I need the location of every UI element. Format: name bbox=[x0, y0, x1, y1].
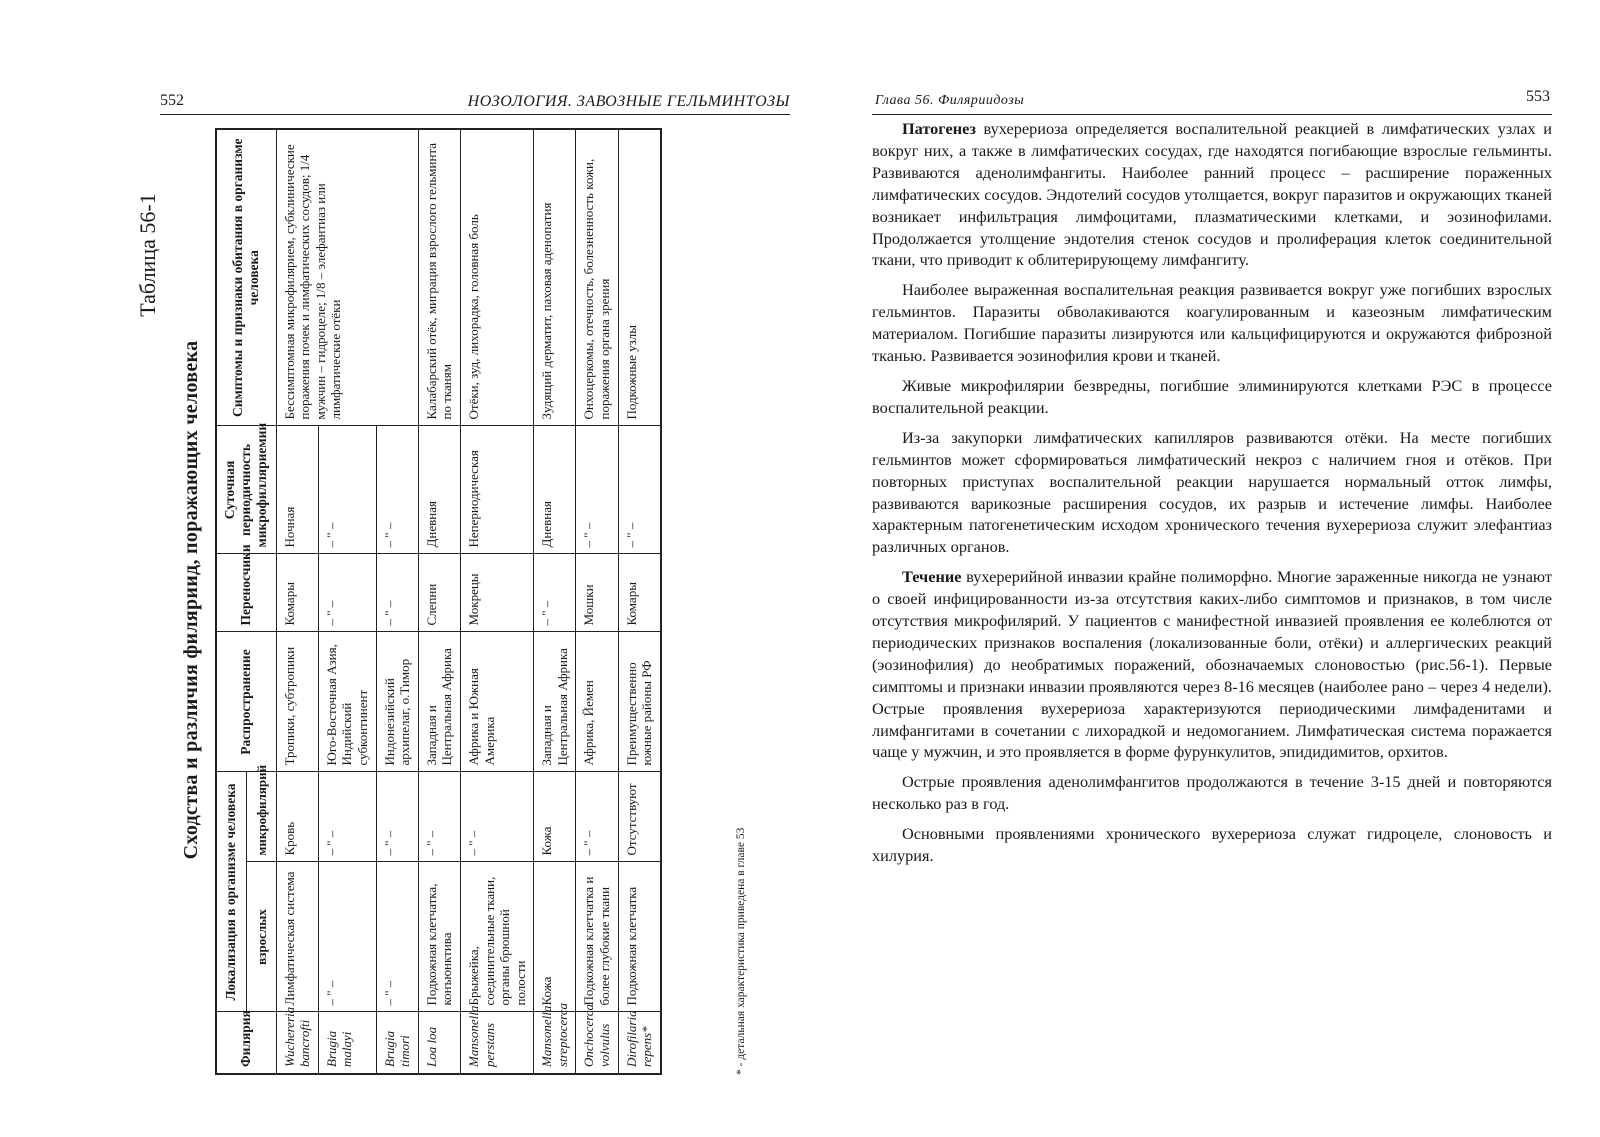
cell-vectors: – " – bbox=[376, 554, 418, 632]
paragraph-lead: Течение bbox=[902, 567, 962, 587]
header-localization: Локализация в организме человека bbox=[216, 772, 247, 1012]
table-row bbox=[460, 129, 533, 1074]
paragraph bbox=[872, 279, 1552, 367]
cell-distribution: Юго-Восточная Азия, Индийский субконтинент bbox=[318, 632, 376, 772]
cell-distribution: Тропики, субтропики bbox=[276, 632, 318, 772]
paragraph bbox=[872, 771, 1552, 815]
paragraph bbox=[872, 375, 1552, 419]
body-text bbox=[872, 118, 1552, 875]
cell-micro: Кровь bbox=[276, 772, 318, 862]
cell-distribution: Африка, Йемен bbox=[576, 632, 618, 772]
cell-adults: Лимфатическая система bbox=[276, 862, 318, 1012]
cell-periodicity: – " – bbox=[618, 426, 661, 554]
paragraph bbox=[872, 823, 1552, 867]
cell-adults: Кожа bbox=[534, 862, 576, 1012]
cell-periodicity: Непериодическая bbox=[460, 426, 533, 554]
header-adults: взрослых bbox=[247, 862, 276, 1012]
paragraph-text: Основными проявлениями хронического вухерериоза служат гидроцеле, слоновость и хилурия. bbox=[872, 824, 1552, 866]
cell-distribution: Западная и Центральная Африка bbox=[534, 632, 576, 772]
left-page-header bbox=[160, 92, 790, 115]
table-row bbox=[576, 129, 618, 1074]
table-title: Сходства и различия филяриид, поражающих человека bbox=[180, 340, 202, 860]
cell-micro: – " – bbox=[376, 772, 418, 862]
paragraph-lead: Патогенез bbox=[902, 119, 976, 138]
cell-distribution: Индонезийский архипелаг, о.Тимор bbox=[376, 632, 418, 772]
cell-filaria: Loa loa bbox=[418, 1012, 460, 1074]
left-running-title: НОЗОЛОГИЯ. ЗАВОЗНЫЕ ГЕЛЬМИНТОЗЫ bbox=[467, 93, 790, 110]
cell-vectors: – " – bbox=[534, 554, 576, 632]
cell-vectors: Мокрецы bbox=[460, 554, 533, 632]
paragraph-text: Наиболее выраженная воспалительная реакция развивается вокруг уже погибших взрослых гельминтов. Паразиты обволакиваются коагулированным и казеозным лимфатическим материалом. Погибшие паразиты лизируются или кальцифицируются и окружаются фиброзной тканью. Развивается эозинофилия крови и тканей. bbox=[872, 280, 1552, 366]
cell-symptoms: Зудящий дерматит, паховая аденопатия bbox=[534, 129, 576, 426]
table-header-row bbox=[216, 129, 247, 1074]
cell-adults: Подкожная клетчатка bbox=[618, 862, 661, 1012]
paragraph-text: вухерериоза определяется воспалительной реакцией в лимфатических узлах и вокруг них, а также в лимфатических сосудах, где находятся погибающие взрослые гельминты. Развиваются аденолимфангиты. Наиболее ранний процесс – расширение пораженных лимфатических сосудов. Эндотелий сосудов утолщается, вокруг паразитов и окружающих тканей возникает инфильтрация лимфоцитами, плазматическими клетками, и эозинофилами. Продолжается утолщение эндотелия стенок сосудов и пролиферация клеток соединительной ткани, что приводит к облитерирующему лимфангиту. bbox=[872, 119, 1552, 270]
cell-vectors: Мошки bbox=[576, 554, 618, 632]
cell-periodicity: Ночная bbox=[276, 426, 318, 554]
header-symptoms: Симптомы и признаки обитания в организме человека bbox=[216, 129, 276, 426]
right-page bbox=[800, 0, 1600, 1137]
table-footnote: * - детальная характеристика приведена в главе 53 bbox=[735, 827, 747, 1075]
right-page-header bbox=[872, 88, 1552, 115]
cell-symptoms: Подкожные узлы bbox=[618, 129, 661, 426]
cell-filaria: Onchocerca volvulus bbox=[576, 1012, 618, 1074]
cell-adults: Подкожная клетчатка, конъюнктива bbox=[418, 862, 460, 1012]
table-row bbox=[418, 129, 460, 1074]
cell-periodicity: Дневная bbox=[418, 426, 460, 554]
cell-adults: Брыжейка, соединительные ткани, органы брюшной полости bbox=[460, 862, 533, 1012]
table-row bbox=[534, 129, 576, 1074]
cell-symptoms: Онхоцеркомы, отечность, болезненность кожи, поражения органа зрения bbox=[576, 129, 618, 426]
paragraph-text: Живые микрофилярии безвредны, погибшие элиминируются клетками РЭС в процессе воспалительной реакции. bbox=[872, 375, 1552, 417]
cell-symptoms: Калабарский отёк, миграция взрослого гельминта по тканям bbox=[418, 129, 460, 426]
cell-micro: Отсутствуют bbox=[618, 772, 661, 862]
left-page-number: 552 bbox=[160, 92, 184, 109]
cell-filaria: Wuchereria bancrofti bbox=[276, 1012, 318, 1074]
paragraph-text: вухерерийной инвазии крайне полиморфно. Многие зараженные никогда не узнают о своей инфицированности из-за отсутствия каких-либо симптомов и признаков, в том числе отсутствия микрофилярий. У пациентов с манифестной инвазией проявления ее колеблются от периодических признаков воспаления (локализованные боли, отёки) и аллергических реакций (эозинофилия) до необратимых поражений, обозначаемых слоновостью (рис.56-1). Первые симптомы и признаки инвазии проявляются через 8-16 месяцев (наиболее рано – через 4 недели). Острые проявления вухерериоза характеризуются периодическими лимфаденитами и лимфангитами в сочетании с лихорадкой и недомоганием. Лимфатическая система поражается чаще у мужчин, и это проявляется в форме фурункулитов, эпидидимитов, орхитов. bbox=[872, 567, 1552, 762]
cell-filaria: Brugia malayi bbox=[318, 1012, 376, 1074]
header-periodicity: Суточная периодичность микрофилляриемии bbox=[216, 426, 276, 554]
cell-micro: – " – bbox=[418, 772, 460, 862]
table-wrapper bbox=[215, 130, 662, 1075]
cell-filaria: Mansonella perstans bbox=[460, 1012, 533, 1074]
cell-vectors: Комары bbox=[618, 554, 661, 632]
header-vectors: Переносчики bbox=[216, 554, 276, 632]
paragraph bbox=[872, 118, 1552, 271]
filaria-table bbox=[215, 128, 662, 1075]
table-row bbox=[618, 129, 661, 1074]
cell-adults: – " – bbox=[376, 862, 418, 1012]
paragraph bbox=[872, 427, 1552, 558]
cell-adults: Подкожная клетчатка и более глубокие ткани bbox=[576, 862, 618, 1012]
cell-distribution: Преимущественно южные районы РФ bbox=[618, 632, 661, 772]
table-row bbox=[276, 129, 318, 1074]
cell-vectors: – " – bbox=[318, 554, 376, 632]
header-distribution: Распространение bbox=[216, 632, 276, 772]
cell-vectors: Комары bbox=[276, 554, 318, 632]
header-filaria: Филярия bbox=[216, 1012, 276, 1074]
paragraph-text: Из-за закупорки лимфатических капилляров развиваются отёки. На месте погибших гельминтов может сформироваться лимфатический некроз с наличием гноя и отёков. При повторных приступах воспалительной реакции нарушается нормальный отток лимфы, развиваются варикозные расширения сосудов, их разрыв и истечение лимфы. Наиболее характерным патогенетическим исходом хронического течения вухерериоза служит элефантиаз различных органов. bbox=[872, 427, 1552, 557]
cell-micro: – " – bbox=[460, 772, 533, 862]
cell-filaria: Dirofilaria repens* bbox=[618, 1012, 661, 1074]
cell-periodicity: – " – bbox=[376, 426, 418, 554]
right-page-number: 553 bbox=[1526, 88, 1550, 105]
cell-micro: – " – bbox=[576, 772, 618, 862]
cell-symptoms: Бессимптомная микрофилярием, субклинические поражения почек и лимфатических сосудов; 1/4 мужчин – гидроцеле; 1/8 – элефантиаз или лимфатические отёки bbox=[276, 129, 418, 426]
cell-distribution: Африка и Южная Америка bbox=[460, 632, 533, 772]
right-running-title: Глава 56. Филяриидозы bbox=[875, 93, 1025, 108]
cell-filaria: Mansonella streptocerca bbox=[534, 1012, 576, 1074]
cell-micro: – " – bbox=[318, 772, 376, 862]
rotated-table-block bbox=[135, 125, 785, 1075]
paragraph-text: Острые проявления аденолимфангитов продолжаются в течение 3-15 дней и повторяются несколько раз в год. bbox=[872, 772, 1552, 814]
header-microfilariae: микрофилярий bbox=[247, 772, 276, 862]
cell-micro: Кожа bbox=[534, 772, 576, 862]
cell-distribution: Западная и Центральная Африка bbox=[418, 632, 460, 772]
cell-periodicity: Дневная bbox=[534, 426, 576, 554]
cell-periodicity: – " – bbox=[318, 426, 376, 554]
paragraph bbox=[872, 566, 1552, 763]
cell-filaria: Brugia timori bbox=[376, 1012, 418, 1074]
cell-vectors: Слепни bbox=[418, 554, 460, 632]
cell-adults: – " – bbox=[318, 862, 376, 1012]
table-label: Таблица 56-1 bbox=[135, 193, 160, 317]
cell-symptoms: Отёки, зуд, лихорадка, головная боль bbox=[460, 129, 533, 426]
cell-periodicity: – " – bbox=[576, 426, 618, 554]
